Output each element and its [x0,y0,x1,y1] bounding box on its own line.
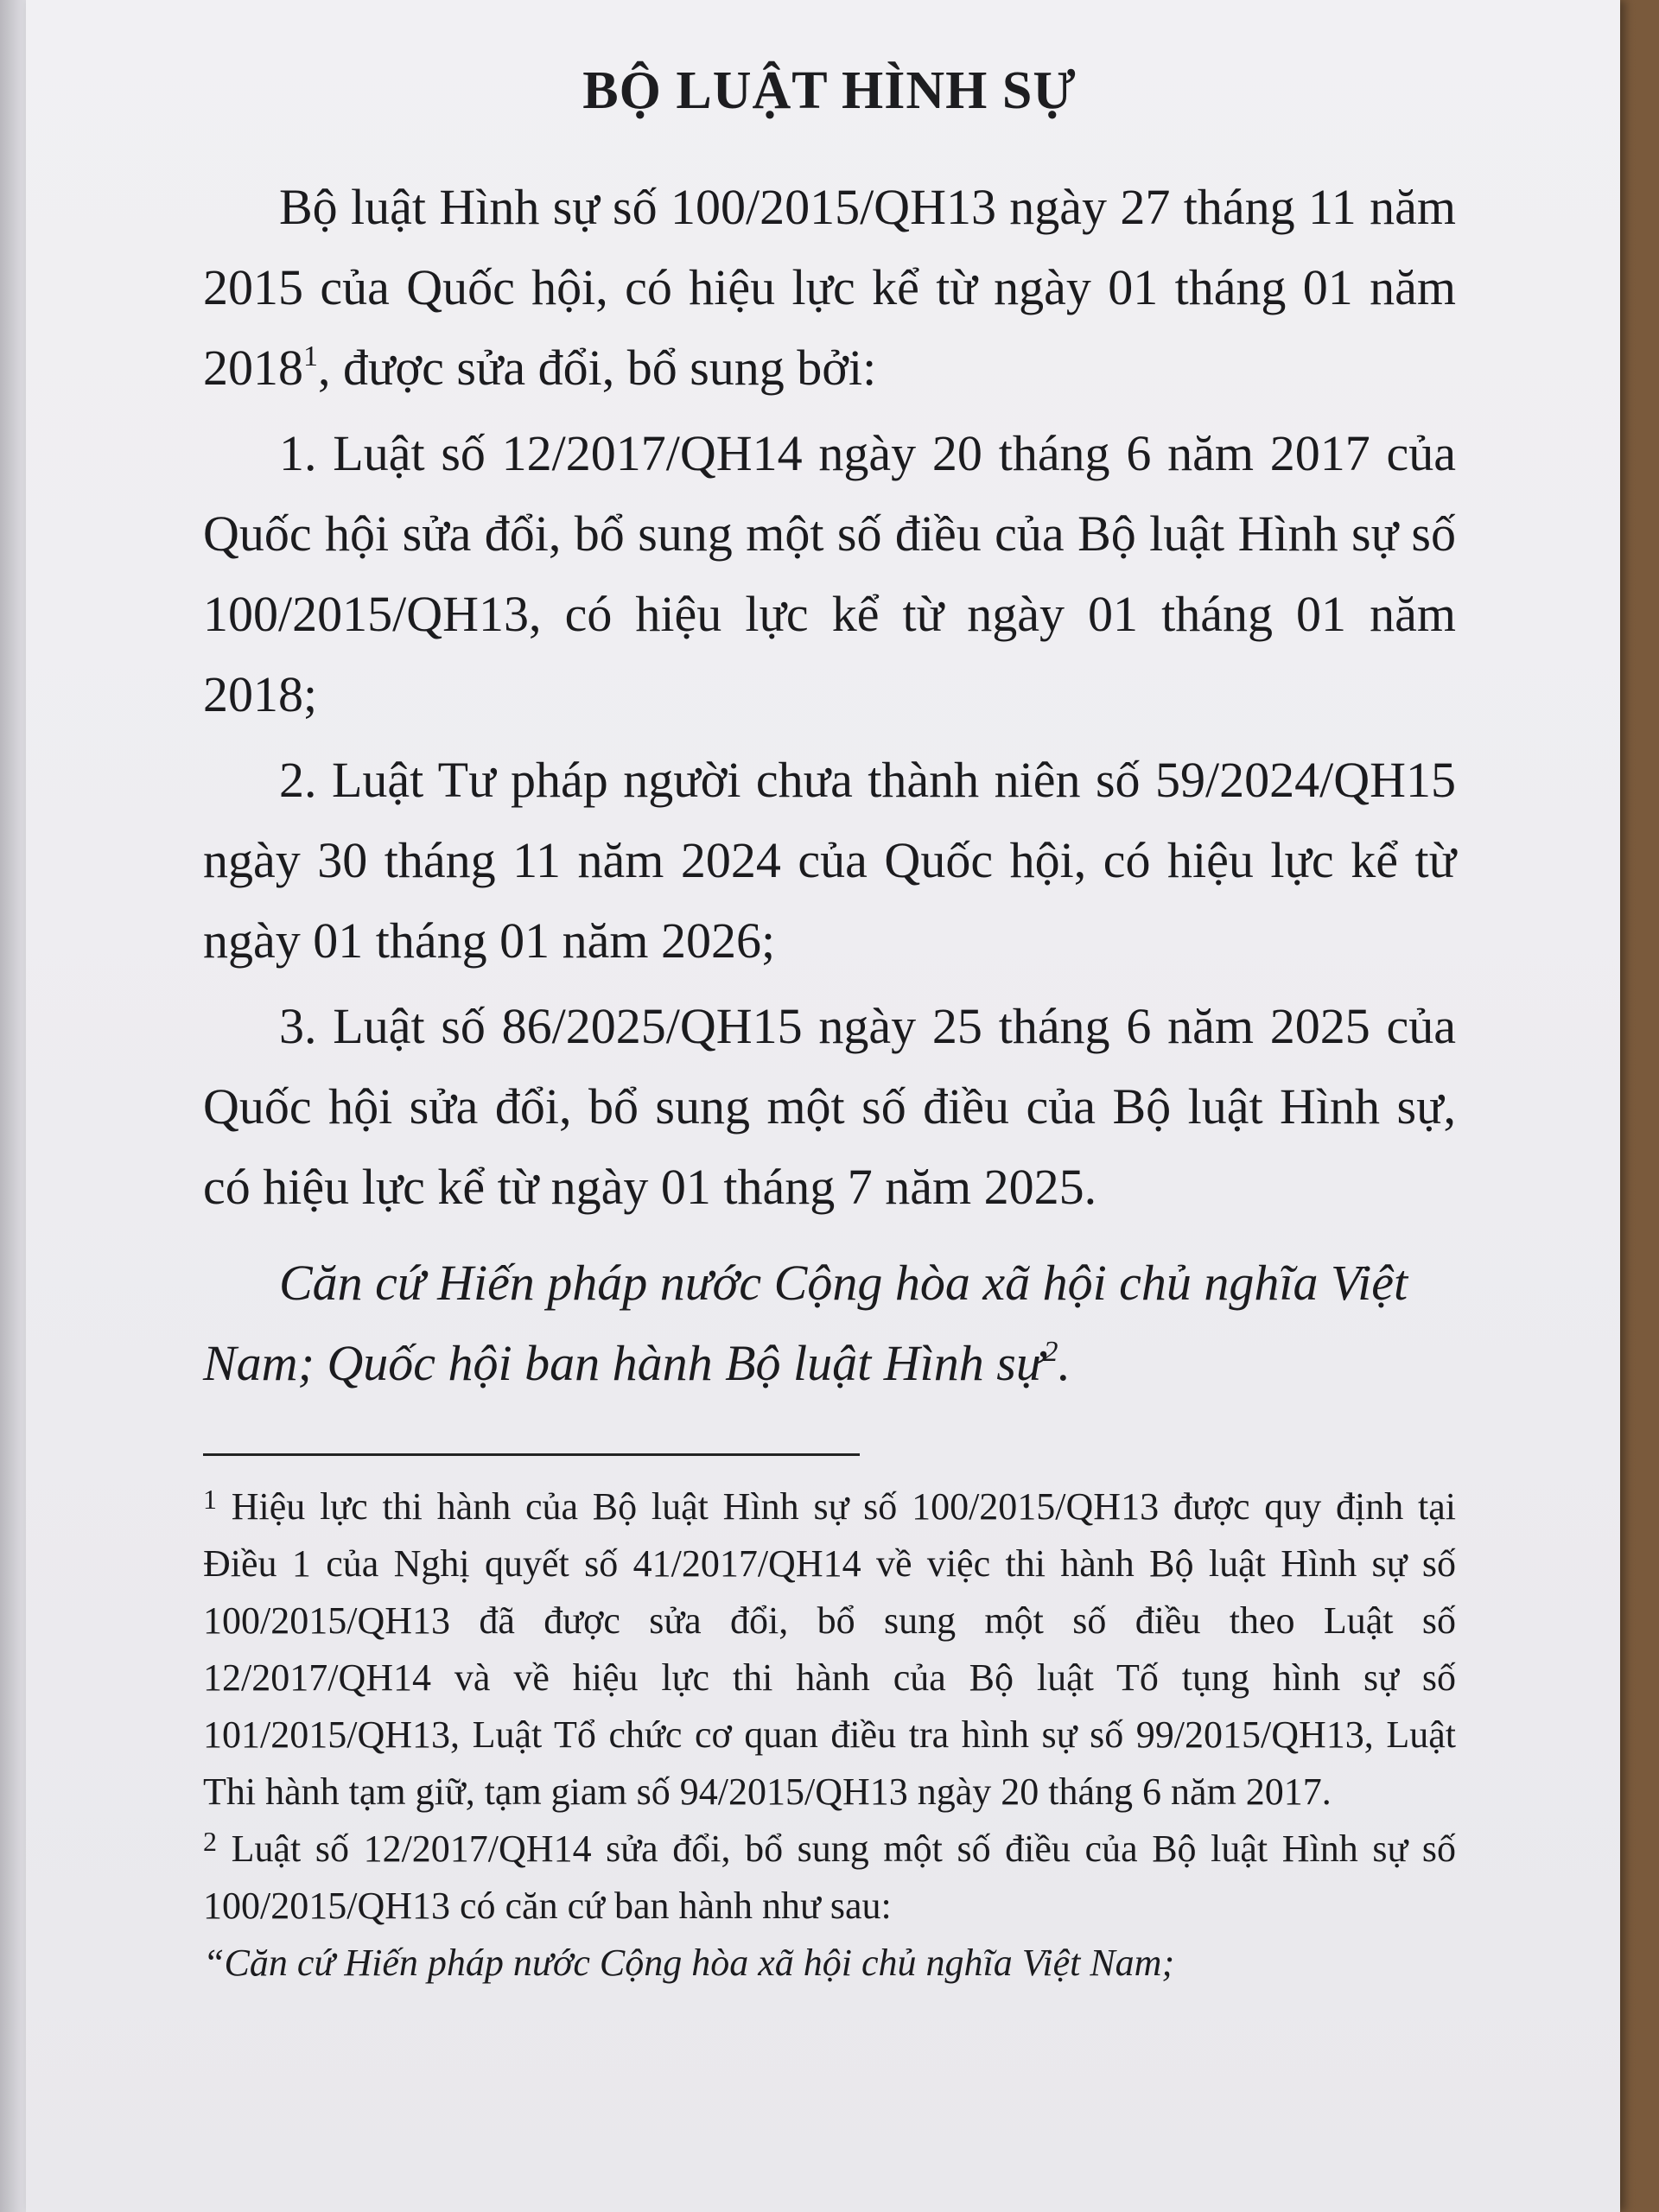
footnote-2-line-1: Luật số 12/2017/QH14 sửa đổi, bổ sung một số điều của Bộ luật [231,1827,1268,1870]
preamble-line-1: Căn cứ Hiến pháp nước Cộng hòa xã hội chủ nghĩa [279,1255,1319,1311]
preamble-line-2: Việt Nam; Quốc hội ban hành Bộ luật Hình sự [203,1255,1408,1391]
footnote-2 [203,1821,1456,1935]
intro-line-1: Bộ luật Hình sự số 100/2015/QH13 ngày 27 tháng [279,179,1295,235]
footnote-1-line-1: Hiệu lực thi hành của Bộ luật Hình sự số 100/2015/QH13 được [231,1485,1250,1528]
footnote-1-line-6: chức cơ quan điều tra hình sự số 99/2015/QH13, Luật Thi hành [203,1713,1456,1813]
footnote-1-line-5: hành của Bộ luật Tố tụng hình sự số 101/2015/QH13, Luật Tổ [203,1656,1456,1756]
item-1-line-2: 2017 của Quốc hội sửa đổi, bổ sung một số điều của [203,425,1456,562]
item-2-line-3: hội, có hiệu lực kể từ ngày 01 tháng 01 năm 2026; [203,832,1457,969]
item-2-line-1: 2. Luật Tư pháp người chưa thành niên số [279,752,1141,808]
footnote-divider [203,1453,860,1456]
footnote-1-line-4: sung một số điều theo Luật số 12/2017/QH14 và về hiệu lực thi [203,1599,1456,1699]
footnote-1-line-3: hành Bộ luật Hình sự số 100/2015/QH13 đã được sửa đổi, bổ [203,1542,1457,1642]
intro-line-3-end: , được sửa đổi, bổ sung bởi: [318,340,877,396]
footnote-ref-2: 2 [1043,1336,1058,1368]
footnote-2-number: 2 [203,1826,217,1857]
book-page [26,0,1620,2212]
amendment-item-1 [203,413,1456,734]
footnote-1-line-7: tạm giữ, tạm giam số 94/2015/QH13 ngày 20 tháng 6 năm 2017. [348,1770,1332,1813]
amendment-item-2 [203,740,1456,981]
item-1-line-3: Bộ luật Hình sự số 100/2015/QH13, có hiệu lực kể từ [203,505,1457,642]
document-title: BỘ LUẬT HÌNH SỰ [582,61,1077,120]
preamble-end: . [1058,1335,1071,1391]
page-content [203,60,1456,1992]
footnote-ref-1: 1 [303,340,318,372]
footnote-2-line-2: Hình sự số 100/2015/QH13 có căn cứ ban hành như sau: [203,1827,1457,1927]
preamble [203,1243,1456,1403]
item-1-line-4: ngày 01 tháng 01 năm 2018; [203,586,1456,722]
footnote-1-number: 1 [203,1484,217,1515]
intro-paragraph [203,167,1456,408]
intro-line-2: 11 năm 2015 của Quốc hội, có hiệu lực kể từ ngày 01 [203,179,1456,315]
item-1-line-1: 1. Luật số 12/2017/QH14 ngày 20 tháng 6 năm [279,425,1254,481]
item-3-line-1: 3. Luật số 86/2025/QH15 ngày 25 tháng 6 năm 2025 [279,998,1370,1054]
item-3-line-3: Hình sự, có hiệu lực kể từ ngày 01 tháng 7 năm 2025. [203,1078,1456,1215]
item-2-line-2: 59/2024/QH15 ngày 30 tháng 11 năm 2024 của Quốc [203,752,1456,888]
footnote-1 [203,1478,1456,1821]
footnote-1-line-2: quy định tại Điều 1 của Nghị quyết số 41/2017/QH14 về việc thi [203,1485,1457,1585]
intro-line-3: tháng 01 năm 2018 [203,259,1457,396]
footnote-2-quote: “Căn cứ Hiến pháp nước Cộng hòa xã hội chủ nghĩa Việt Nam; [203,1942,1175,1984]
amendment-item-3 [203,986,1456,1227]
item-3-line-2: của Quốc hội sửa đổi, bổ sung một số điều của Bộ luật [203,998,1457,1135]
